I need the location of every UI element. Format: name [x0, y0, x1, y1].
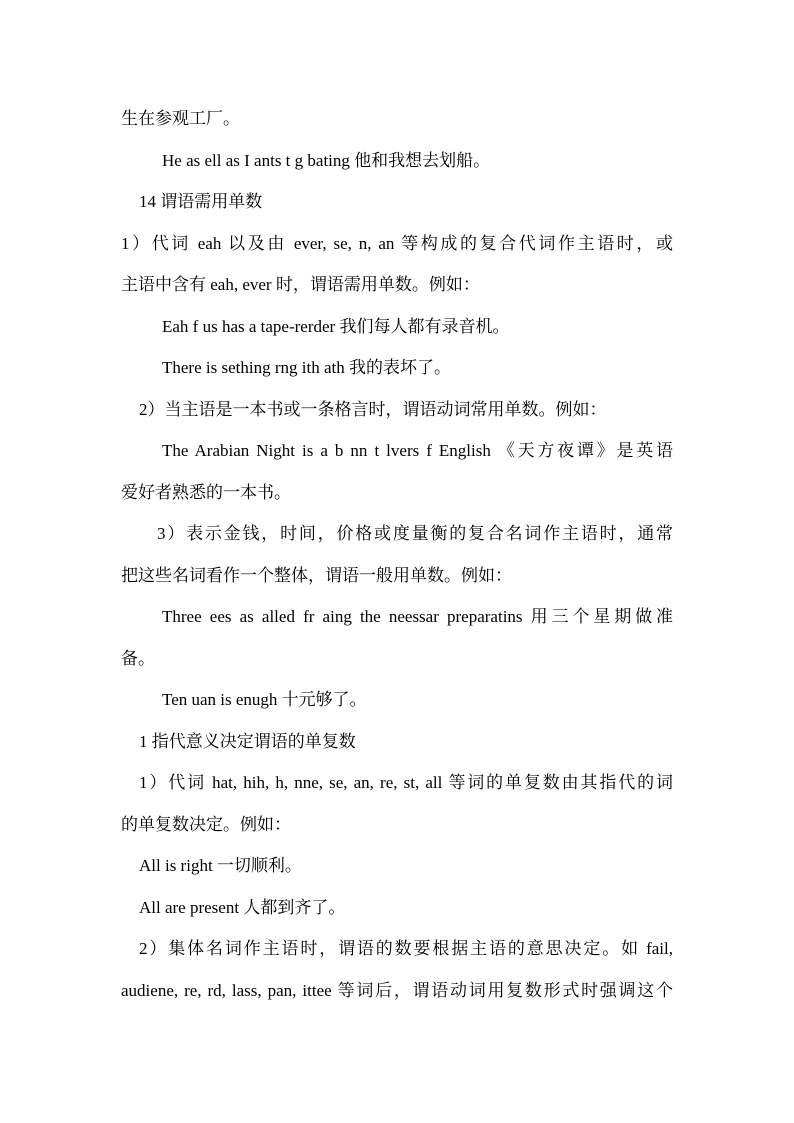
example-sentence: Three ees as alled fr aing the neessar preparatins 用三个星期做准	[162, 607, 673, 626]
text-line: 的单复数决定。例如：	[121, 815, 291, 834]
text-line: 1）代词 hat, hih, h, nne, se, an, re, st, all 等词的单复数由其指代的词	[139, 773, 673, 792]
example-sentence: All is right 一切顺利。	[139, 856, 302, 875]
example-sentence: There is sething rng ith ath 我的表坏了。	[162, 358, 451, 377]
example-sentence: Eah f us has a tape-rerder 我们每人都有录音机。	[162, 317, 510, 336]
text-line: 2）当主语是一本书或一条格言时，谓语动词常用单数。例如：	[139, 400, 607, 419]
text-line: 生在参观工厂。	[121, 109, 240, 128]
example-sentence: The Arabian Night is a b nn t lvers f English 《天方夜谭》是英语	[162, 441, 673, 460]
text-line: 把这些名词看作一个整体，谓语一般用单数。例如：	[121, 566, 512, 585]
text-line: 爱好者熟悉的一本书。	[121, 483, 291, 502]
text-line: 2）集体名词作主语时，谓语的数要根据主语的意思决定。如 fail,	[139, 939, 673, 958]
section-heading: 14 谓语需用单数	[139, 192, 263, 211]
text-line: audiene, re, rd, lass, pan, ittee 等词后，谓语动词用复数形式时强调这个	[121, 981, 673, 1000]
text-line: 3）表示金钱，时间，价格或度量衡的复合名词作主语时，通常	[157, 524, 673, 543]
text-line: 备。	[121, 649, 155, 668]
text-line: 主语中含有 eah, ever 时，谓语需用单数。例如：	[121, 275, 480, 294]
example-sentence: All are present 人都到齐了。	[139, 898, 346, 917]
section-heading: 1 指代意义决定谓语的单复数	[139, 732, 356, 751]
example-sentence: Ten uan is enugh 十元够了。	[162, 690, 367, 709]
text-line: 1）代词 eah 以及由 ever, se, n, an 等构成的复合代词作主语时，或	[121, 234, 673, 253]
example-sentence: He as ell as I ants t g bating 他和我想去划船。	[162, 151, 491, 170]
